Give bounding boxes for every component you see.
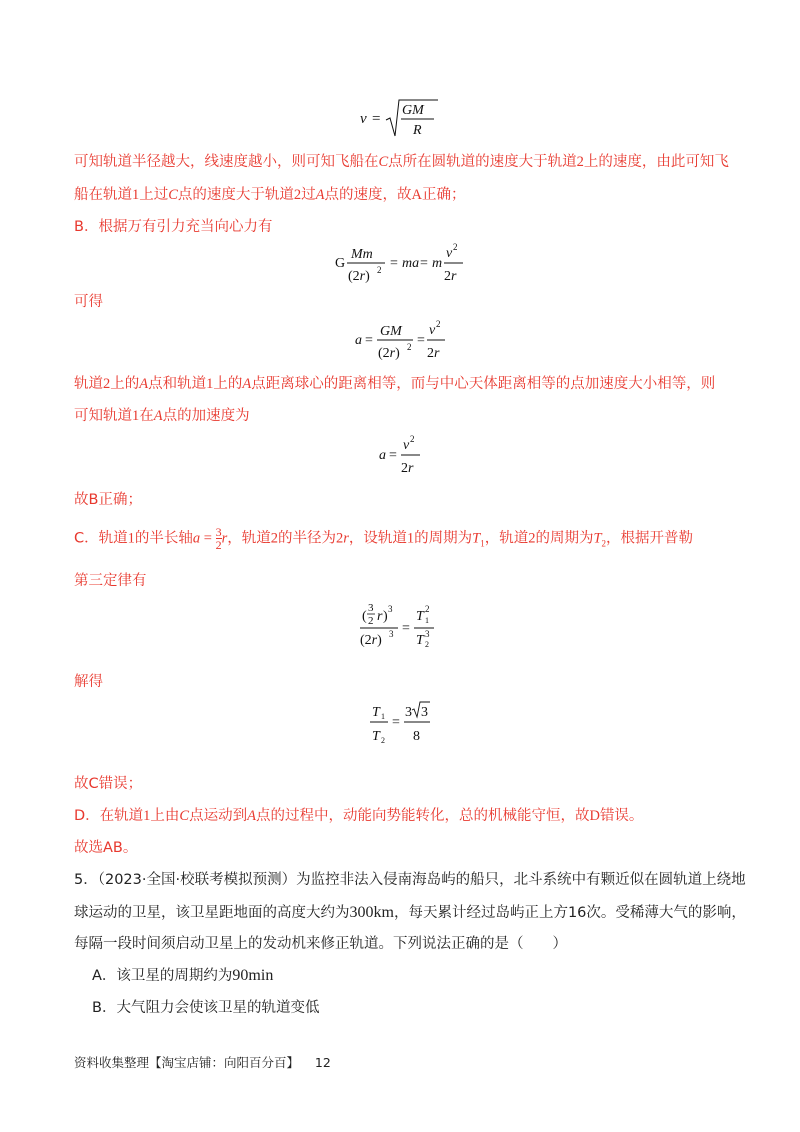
svg-text:3: 3	[425, 629, 430, 639]
solution-line-5: 轨道2上的A点和轨道1上的A点距离球心的距离相等，而与中心天体距离相等的点加速度大小相等，则	[74, 376, 716, 392]
solution-line-3: B．根据万有引力充当向心力有	[74, 219, 273, 235]
svg-text:=: =	[390, 256, 398, 271]
formula-acceleration	[0, 315, 800, 365]
svg-text:3: 3	[368, 602, 374, 614]
formula-velocity	[0, 96, 800, 142]
svg-text:2: 2	[453, 242, 458, 252]
solution-line-9: 第三定律有	[74, 573, 147, 589]
solution-line-2: 船在轨道1上过C点的速度大于轨道2过A点的速度，故A正确；	[74, 187, 466, 203]
svg-text:2: 2	[410, 434, 415, 444]
solution-line-11: 故C错误；	[74, 776, 143, 792]
svg-text:v: v	[429, 323, 436, 338]
svg-text:3: 3	[388, 604, 393, 614]
svg-text:a: a	[355, 333, 362, 348]
page-footer: 资料收集整理【淘宝店铺：向阳百分百】 12	[74, 1055, 331, 1070]
svg-text:2: 2	[425, 604, 430, 614]
satellite-height: 300km	[349, 904, 394, 921]
solution-line-12: D．在轨道1上由C点运动到A点的过程中，动能向势能转化，总的机械能守恒，故D错误。	[74, 808, 644, 824]
svg-text:G: G	[335, 256, 346, 271]
svg-text:T: T	[372, 705, 380, 720]
svg-text:R: R	[413, 123, 422, 138]
solution-line-13: 故选AB。	[74, 840, 138, 856]
svg-text:=: =	[372, 111, 381, 127]
formula-period-ratio	[0, 696, 800, 748]
svg-text:r: r	[377, 609, 383, 624]
formula-kepler	[0, 596, 800, 660]
solution-line-1: 可知轨道半径越大，线速度越小，则可知飞船在C点所在圆轨道的速度大于轨道2上的速度，由此可知飞	[74, 154, 729, 170]
svg-text:2: 2	[425, 640, 429, 649]
svg-text:v: v	[446, 246, 453, 261]
option-a[interactable]: A．该卫星的周期约为90min	[92, 967, 274, 984]
svg-text:=: =	[402, 621, 410, 636]
svg-text:2r: 2r	[401, 461, 414, 476]
page-number: 12	[314, 1055, 331, 1070]
svg-text:8: 8	[413, 729, 420, 744]
svg-text:1: 1	[381, 712, 385, 721]
question-5-line-2: 球运动的卫星，该卫星距地面的高度大约为300km，每天累计经过岛屿正上方16次。受稀薄大气的影响，	[74, 904, 746, 921]
svg-text:3: 3	[421, 705, 428, 720]
svg-text:(2r): (2r)	[348, 269, 370, 284]
svg-text:(: (	[362, 609, 367, 624]
svg-text:2: 2	[381, 736, 385, 745]
svg-text:ma: ma	[402, 256, 420, 271]
svg-text:2r: 2r	[444, 269, 457, 284]
svg-text:2: 2	[407, 342, 412, 352]
solution-line-8: C．轨道1的半长轴a = $\frac{3}{2}$ r，轨道2的半径为2r，设轨道1的周期为$T_1$，轨道2的周期为$T_2$，根据开普勒	[74, 525, 694, 552]
svg-text:2: 2	[377, 265, 382, 275]
svg-text:v: v	[403, 438, 410, 453]
svg-text:2: 2	[436, 319, 441, 329]
svg-text:m: m	[432, 256, 443, 271]
question-5-line-3: 每隔一段时间须启动卫星上的发动机来修正轨道。下列说法正确的是（ ）	[74, 936, 567, 952]
formula-gravity	[0, 238, 800, 288]
svg-text:2: 2	[368, 615, 374, 627]
solution-line-6: 可知轨道1在A点的加速度为	[74, 408, 250, 424]
question-5-line-1: 5．（2023·全国·校联考模拟预测）为监控非法入侵南海岛屿的船只，北斗系统中有颗近似在圆轨道上绕地	[74, 872, 746, 888]
solution-line-4: 可得	[74, 294, 103, 310]
svg-text:): )	[383, 609, 388, 624]
solution-line-7: 故B正确；	[74, 492, 142, 508]
svg-text:=: =	[417, 333, 425, 348]
svg-text:Mm: Mm	[351, 247, 373, 262]
svg-text:GM: GM	[402, 103, 424, 118]
svg-text:3: 3	[405, 705, 412, 720]
svg-text:=: =	[392, 715, 400, 730]
solution-line-10: 解得	[74, 674, 103, 690]
option-a-value: 90min	[232, 967, 274, 984]
svg-text:a: a	[379, 448, 386, 463]
svg-text:=: =	[389, 448, 397, 463]
svg-text:3: 3	[389, 629, 394, 639]
svg-text:T: T	[416, 633, 424, 648]
svg-text:(2r): (2r)	[378, 346, 400, 361]
svg-text:2r: 2r	[427, 346, 440, 361]
svg-text:=: =	[365, 333, 373, 348]
svg-text:v: v	[360, 111, 367, 127]
option-b[interactable]: B．大气阻力会使该卫星的轨道变低	[92, 1000, 320, 1016]
svg-text:1: 1	[425, 616, 429, 625]
svg-text:T: T	[372, 729, 380, 744]
svg-text:T: T	[416, 609, 424, 624]
formula-acceleration-a	[0, 430, 800, 480]
svg-text:GM: GM	[380, 324, 402, 339]
svg-text:(2r): (2r)	[360, 633, 382, 648]
svg-text:=: =	[420, 256, 428, 271]
